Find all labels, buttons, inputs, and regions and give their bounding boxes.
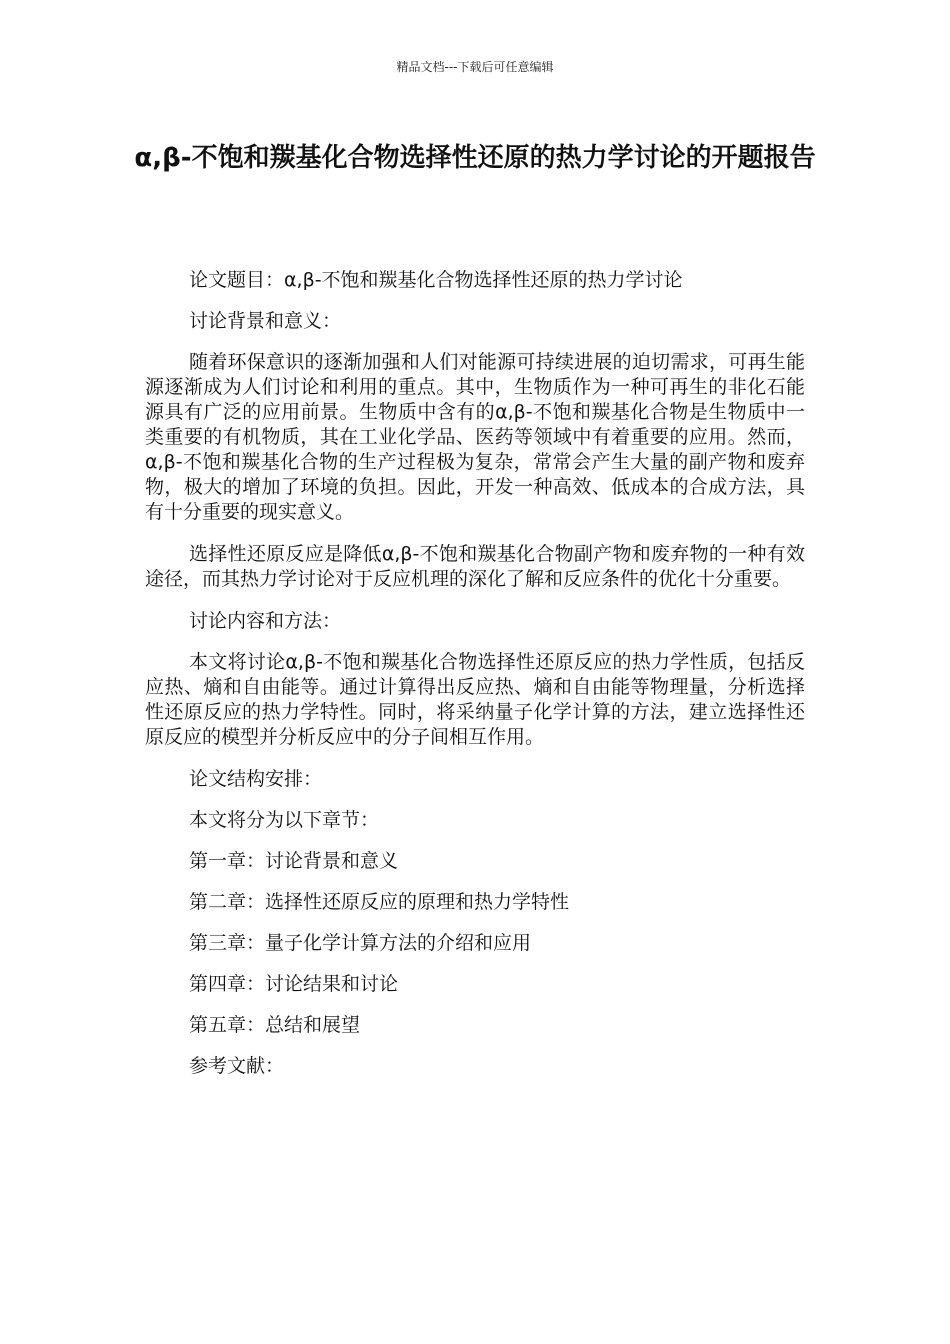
document-body xyxy=(145,268,805,1095)
chapter-item: 第三章：量子化学计算方法的介绍和应用 xyxy=(189,932,532,954)
background-paragraph-2: 选择性还原反应是降低α,β-不饱和羰基化合物副产物和废弃物的一种有效途径，而其热力学讨论对于反应机理的深化了解和反应条件的优化十分重要。 xyxy=(145,543,805,590)
background-paragraph-1: 随着环保意识的逐渐加强和人们对能源可持续进展的迫切需求，可再生能源逐渐成为人们讨论和利用的重点。其中，生物质作为一种可再生的非化石能源具有广泛的应用前景。生物质中含有的α,β-不饱和羰基化合物是生物质中一类重要的有机物质，其在工业化学品、医药等领域中有着重要的应用。然而，α,β-不饱和羰基化合物的生产过程极为复杂，常常会产生大量的副产物和废弃物，极大的增加了环境的负担。因此，开发一种高效、低成本的合成方法，具有十分重要的现实意义。 xyxy=(145,351,805,523)
chapter-item: 第二章：选择性还原反应的原理和热力学特性 xyxy=(189,891,570,913)
structure-intro: 本文将分为以下章节： xyxy=(189,809,380,831)
chapter-item: 第五章：总结和展望 xyxy=(189,1014,361,1036)
method-heading: 讨论内容和方法： xyxy=(189,610,342,632)
background-heading: 讨论背景和意义： xyxy=(189,310,342,332)
chapter-item: 第四章：讨论结果和讨论 xyxy=(189,973,399,995)
header-note: 精品文档---下载后可任意编辑 xyxy=(396,60,554,74)
structure-heading: 论文结构安排： xyxy=(189,768,323,790)
references-heading: 参考文献： xyxy=(189,1055,285,1077)
document-title: α,β-不饱和羰基化合物选择性还原的热力学讨论的开题报告 xyxy=(134,143,816,173)
thesis-topic: 论文题目：α,β-不饱和羰基化合物选择性还原的热力学讨论 xyxy=(189,269,683,291)
chapter-item: 第一章：讨论背景和意义 xyxy=(189,850,399,872)
method-paragraph: 本文将讨论α,β-不饱和羰基化合物选择性还原反应的热力学性质，包括反应热、熵和自由能等。通过计算得出反应热、熵和自由能等物理量，分析选择性还原反应的热力学特性。同时，将采纳量子化学计算的方法，建立选择性还原反应的模型并分析反应中的分子间相互作用。 xyxy=(145,651,805,748)
